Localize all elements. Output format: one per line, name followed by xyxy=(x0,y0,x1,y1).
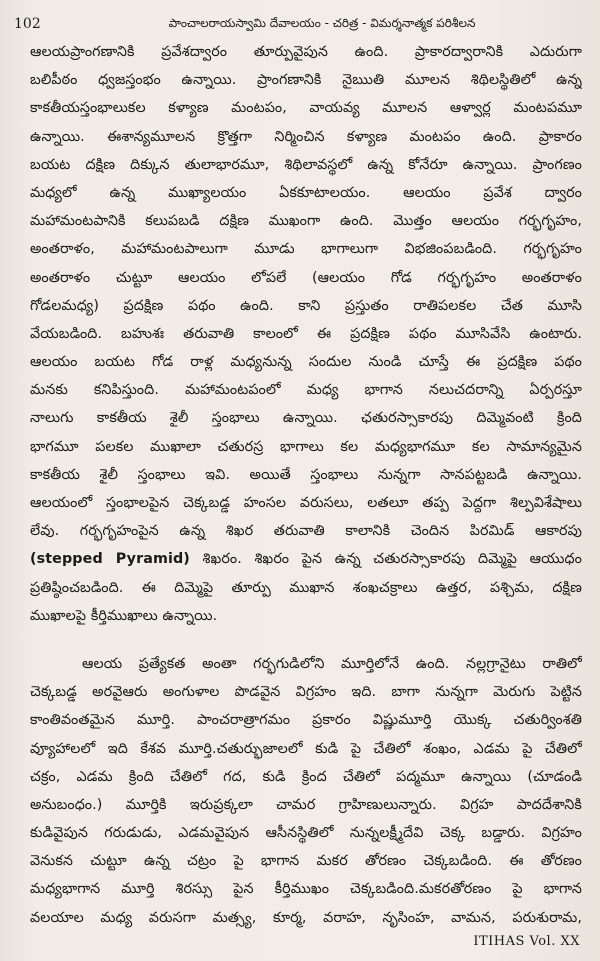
text-line: మహామంటపానికి కలుపబడి దక్షిణ ముఖంగా ఉంది. మొత్తం ఆలయం గర్భగృహం, xyxy=(30,213,582,230)
text-line: ప్రతిష్ఠించబడింది. ఈ దిమ్మెపై తూర్పు ముఖాన శంఖచక్రాలు ఉత్తర, పశ్చిమ, దక్షిణ xyxy=(30,579,582,596)
text-line: చెక్కబడ్డ అరవైఆరు అంగుళాల పొడవైన విగ్రహం ఇది. బాగా నున్నగా మెరుగు పెట్టిన xyxy=(30,684,582,701)
text-line: వలయాల మధ్య వరుసగా మత్స్య, కూర్మ, వరాహ, నృసింహ, వామన, పరుశురామ, xyxy=(30,909,582,926)
paragraph-1 xyxy=(30,38,582,630)
text-line: అంతరాళం, మహామంటపాలుగా మూడు భాగాలుగా విభజింపబడింది. గర్భగృహం xyxy=(30,241,582,258)
paragraph-2 xyxy=(30,650,582,932)
text-line: చక్రం, ఎడమ క్రింది చేతిలో గద, కుడి క్రింద చేతిలో పద్మమూ ఉన్నాయి (చూడండి xyxy=(30,768,582,785)
latin-term: (stepped Pyramid) xyxy=(30,551,190,568)
body-text xyxy=(30,38,582,932)
text-line-first: ఆలయ ప్రత్యేకత అంతా గర్భగుడిలోని మూర్తిలోనే ఉంది. నల్లగ్రానైటు రాతిలో xyxy=(82,655,582,672)
paragraph-gap xyxy=(30,630,582,650)
text-line: ఆలయం బయట గోడ రాళ్ల మధ్యనున్న సందుల నుండి చూస్తే ఈ ప్రదక్షిణ పథం xyxy=(30,354,582,371)
text-line: ఆలయంలో స్తంభాలపైన చెక్కబడ్డ హంసల వరుసలు, లతలూ తప్ప పెద్దగా శిల్పవిశేషాలు xyxy=(30,495,582,511)
text-line: వేయబడింది. బహుశః తరువాతి కాలంలో ఈ ప్రదక్షిణ పథం మూసివేసి ఉంటారు. xyxy=(30,325,582,342)
text-line: కాంతివంతమైన మూర్తి. పాంచరాత్రాగమం ప్రకారం విష్ణుమూర్తి యొక్క చతుర్వింశతి xyxy=(30,712,582,729)
text-line: కుడివైపున గరుడుడు, ఎడమవైపున ఆసీనస్థితిలో నున్నలక్ష్మీదేవి చెక్క బడ్డారు. విగ్రహం xyxy=(30,825,582,842)
running-title: పాంచాలరాయస్వామి దేవాలయం - చరిత్ర - విమర్శనాత్మక పరిశీలన xyxy=(168,16,476,30)
text-line: కాకతీయ శైలీ స్తంభాలు ఇవి. అయితే స్తంభాలు నున్నగా సానపట్టబడి ఉన్నాయి. xyxy=(30,466,582,483)
text-line: లేవు. గర్భగృహంపైన ఉన్న శిఖర తరువాతి కాలానికి చెందిన పిరమిడ్ ఆకారపు xyxy=(30,523,582,540)
text-line: మధ్యలో ఉన్న ముఖ్యాలయం ఏకకూటాలయం. ఆలయం ప్రవేశ ద్వారం xyxy=(30,184,582,201)
text-line: ఆలయప్రాంగణానికి ప్రవేశద్వారం తూర్పువైపున ఉంది. ప్రాకారద్వారానికి ఎదురుగా xyxy=(30,44,582,60)
text-line: ఉన్నాయి. ఈశాన్యమూలన క్రొత్తగా నిర్మించిన కళ్యాణ మంటపం ఉంది. ప్రాకారం xyxy=(30,128,582,145)
text-line: వెనుకన చుట్టూ ఉన్న చట్రం పై భాగాన మకర తోరణం చెక్కబడింది. ఈ తోరణం xyxy=(30,853,582,870)
text-line: అనుబంధం.) మూర్తికి ఇరుప్రక్కలా చామర గ్రాహిణులున్నారు. విగ్రహ పాదదేశానికి xyxy=(30,796,582,813)
text-line: భాగమూ పలకల ముఖాలా చతురస్ర భాగాలు కల మధ్యభాగమూ కల సామాన్యమైన xyxy=(30,438,582,455)
text-line: బయట దక్షిణ దిక్కున తులాభారమూ, శిథిలావస్థలో ఉన్న కోనేరూ ఉన్నాయి. ప్రాంగణం xyxy=(30,156,582,173)
text-line: కాకతీయస్తంభాలుకల కళ్యాణ మంటపం, వాయవ్య మూలన ఆళ్వార్ల మంటపమూ xyxy=(30,100,582,117)
page-header xyxy=(14,14,580,36)
text-line: మనకు కనిపిస్తుంది. మహామంటపంలో మధ్య భాగాన నలుచదరాన్ని ఏర్పరస్తూ xyxy=(30,382,582,399)
text-line: బలిపీఠం ధ్వజస్తంభం ఉన్నాయి. ప్రాంగణానికి నైఋతి మూలన శిథిలస్థితిలో ఉన్న xyxy=(30,72,582,89)
journal-footer: ITIHAS Vol. XX xyxy=(473,934,580,949)
text-line-last: ముఖాలపై కీర్తిముఖాలు ఉన్నాయి. xyxy=(30,607,218,624)
text-line: మధ్యభాగాన మూర్తి శిరస్సు పైన కీర్తిముఖం చెక్కబడింది.మకరతోరణం పై భాగాన xyxy=(30,881,582,898)
text-line: వ్యూహాలలో ఇది కేశవ మూర్తి.చతుర్భుజాలలో కుడి పై చేతిలో శంఖం, ఎడమ పై చేతిలో xyxy=(30,740,582,757)
page-number: 102 xyxy=(14,16,41,32)
line-continuation: శిఖరం. శిఖరం పైన ఉన్న చతురస్సాకారపు దిమ్మెపై ఆయుధం xyxy=(189,551,582,568)
text-line-latin xyxy=(30,545,582,573)
text-line: అంతరాళం చుట్టూ ఆలయం లోపలే (ఆలయం గోడ గర్భగృహం అంతరాళం xyxy=(30,269,582,286)
text-line: నాలుగు కాకతీయ శైలీ స్తంభాలు ఉన్నాయి. ఛతురస్సాకారపు దిమ్మెవంటి క్రింది xyxy=(30,410,582,427)
text-line: గోడలమధ్య) ప్రదక్షిణ పథం ఉంది. కాని ప్రస్తుతం రాతిపలకల చేత మూసి xyxy=(30,297,582,314)
